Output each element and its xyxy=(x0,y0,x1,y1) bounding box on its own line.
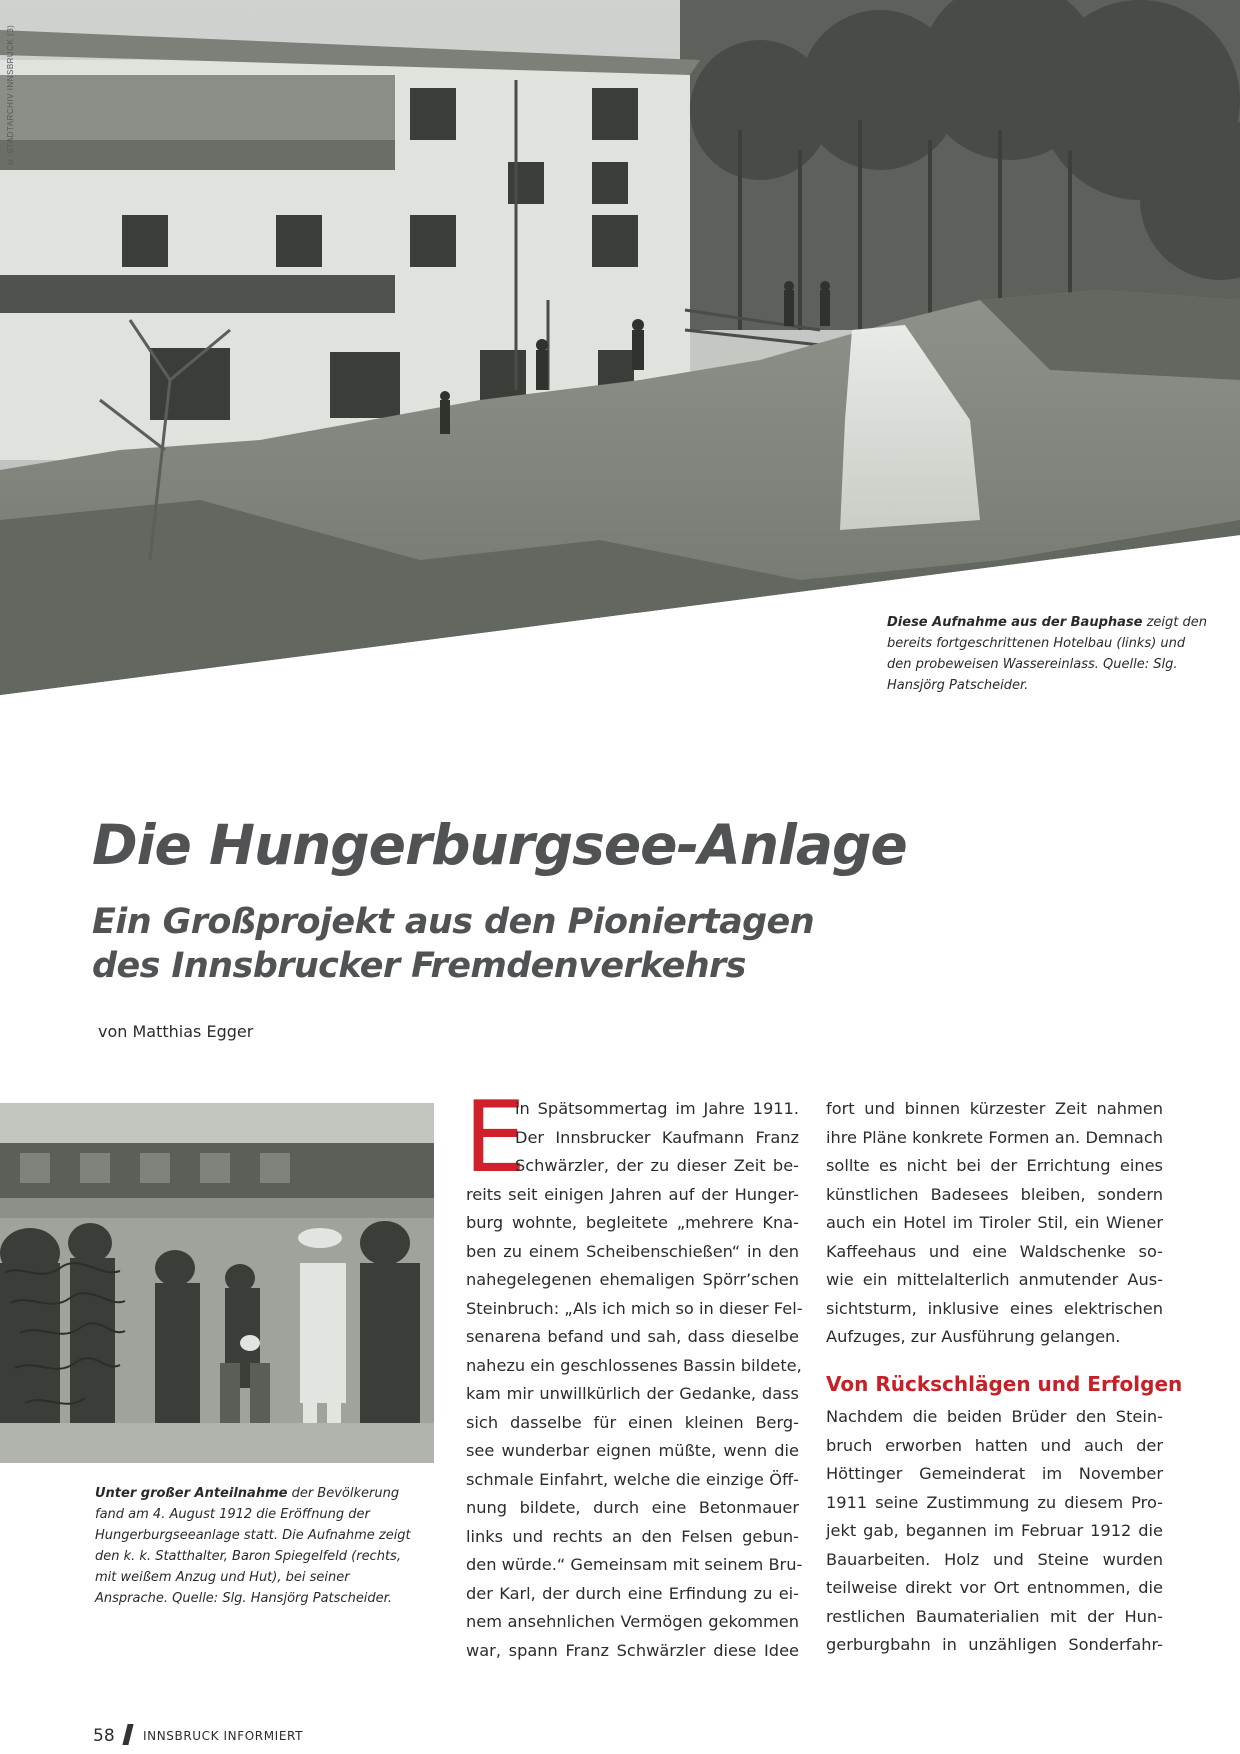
photo2-caption-text: der Bevölkerung fand am 4. August 1912 die Eröffnung der Hungerburgseeanlage statt. Die Aufnahme zeigt den k. k. Statthalter, Baron Spiegelfeld (rechts, mit weißem Anzug und Hut), bei seiner Ansprache. Quelle: Slg. Hansjörg Patscheider. xyxy=(95,1486,411,1606)
text-line: Schwärzler, der zu dieser Zeit be- xyxy=(515,1156,799,1175)
text-line: 1911 seine Zustimmung zu diesem Pro- xyxy=(826,1492,1163,1512)
text-line: see wunderbar eignen müßte, wenn die xyxy=(466,1441,799,1460)
text-line: restlichen Baumaterialien mit der Hun- xyxy=(826,1606,1163,1626)
text-line: nem ansehnlichen Vermögen gekommen xyxy=(466,1612,799,1631)
body-column-2-continued xyxy=(826,1403,1163,1660)
text-line: nahezu ein geschlossenes Bassin bildete, xyxy=(466,1355,802,1375)
text-line: wie ein mittelalterlich anmutender Aus- xyxy=(826,1270,1163,1289)
text-line: war, spann Franz Schwärzler diese Idee xyxy=(466,1640,799,1660)
body-column-2 xyxy=(826,1095,1163,1352)
text-line: Steinbruch: „Als ich mich so in dieser Fel- xyxy=(466,1298,803,1318)
text-line: in Spätsommertag im Jahre 1911. xyxy=(515,1099,799,1118)
hotel-construction-photo xyxy=(0,0,1240,700)
article-subtitle xyxy=(92,900,1192,988)
text-line: fort und binnen kürzester Zeit nahmen xyxy=(826,1099,1163,1118)
text-line: gerburgbahn in unzähligen Sonderfahr- xyxy=(826,1635,1163,1654)
opening-ceremony-photo xyxy=(0,1103,434,1463)
text-line: burg wohnte, begleitete „mehrere Kna- xyxy=(466,1213,799,1232)
author-byline: von Matthias Egger xyxy=(98,1022,254,1041)
magazine-name: INNSBRUCK INFORMIERT xyxy=(143,1729,303,1743)
text-line: Bauarbeiten. Holz und Steine wurden xyxy=(826,1549,1163,1569)
text-line: schmale Einfahrt, welche die einzige Öff- xyxy=(466,1469,799,1489)
text-line: bruch erworben hatten und auch der xyxy=(826,1435,1163,1455)
subtitle-line: Ein Großprojekt aus den Pioniertagen xyxy=(92,902,815,942)
text-line: sichtsturm, inklusive eines elektrischen xyxy=(826,1298,1163,1318)
text-line: künstlichen Badesees bleiben, sondern xyxy=(826,1184,1163,1204)
text-line: ihre Pläne konkrete Formen an. Demnach xyxy=(826,1127,1163,1147)
text-line: der Karl, der durch eine Erfindung zu ei- xyxy=(466,1583,799,1603)
hero-caption-text: zeigt den bereits fortgeschrittenen Hotelbau (links) und den probeweisen Wassereinlass. Quelle: Slg. Hansjörg Patscheider. xyxy=(887,615,1208,693)
text-line: jekt gab, begannen im Februar 1912 die xyxy=(826,1521,1163,1540)
hero-caption-bold: Diese Aufnahme aus der Bauphase xyxy=(887,615,1143,630)
text-line: Nachdem die beiden Brüder den Stein- xyxy=(826,1407,1163,1426)
text-line: Kaffeehaus und eine Waldschenke so- xyxy=(826,1241,1163,1261)
text-line: nahegelegenen ehemaligen Spörr’schen xyxy=(466,1270,799,1289)
text-line: links und rechts an den Felsen gebun- xyxy=(466,1526,799,1546)
text-line: Höttinger Gemeinderat im November xyxy=(826,1464,1163,1483)
ceremony-photo-caption xyxy=(95,1483,415,1609)
body-column-1 xyxy=(464,1081,803,1665)
text-line: Der Innsbrucker Kaufmann Franz xyxy=(515,1127,799,1147)
text-line: Aufzuges, zur Ausführung gelangen. xyxy=(826,1327,1121,1346)
drop-cap: E xyxy=(464,1081,526,1195)
text-line: teilweise direkt vor Ort entnommen, die xyxy=(826,1578,1163,1597)
section-heading: Von Rückschlägen und Erfolgen xyxy=(826,1372,1183,1396)
article-title: Die Hungerburgsee-Anlage xyxy=(92,813,907,877)
text-line: senarena befand und sah, dass dieselbe xyxy=(466,1327,799,1346)
page-number: 58 xyxy=(93,1726,115,1746)
text-line: nung bildete, durch eine Betonmauer xyxy=(466,1498,799,1517)
text-line: den würde.“ Gemeinsam mit seinem Bru- xyxy=(466,1555,803,1574)
text-line: ben zu einem Scheibenschießen“ in den xyxy=(466,1241,799,1261)
photo2-caption-bold: Unter großer Anteilnahme xyxy=(95,1486,288,1501)
text-line: sich dasselbe für einen kleinen Berg- xyxy=(466,1412,799,1432)
folio-divider xyxy=(122,1724,133,1745)
text-line: reits seit einigen Jahren auf der Hunger- xyxy=(466,1184,799,1204)
subtitle-line: des Innsbrucker Fremdenverkehrs xyxy=(92,946,746,986)
text-line: auch ein Hotel im Tiroler Stil, ein Wiener xyxy=(826,1213,1163,1232)
text-line: sollte es nicht bei der Errichtung eines xyxy=(826,1156,1163,1175)
hero-photo-caption xyxy=(887,612,1207,696)
text-line: kam mir unwillkürlich der Gedanke, dass xyxy=(466,1384,799,1403)
photo-credit: © STADTARCHIV INNSBRUCK (3) xyxy=(6,24,15,166)
